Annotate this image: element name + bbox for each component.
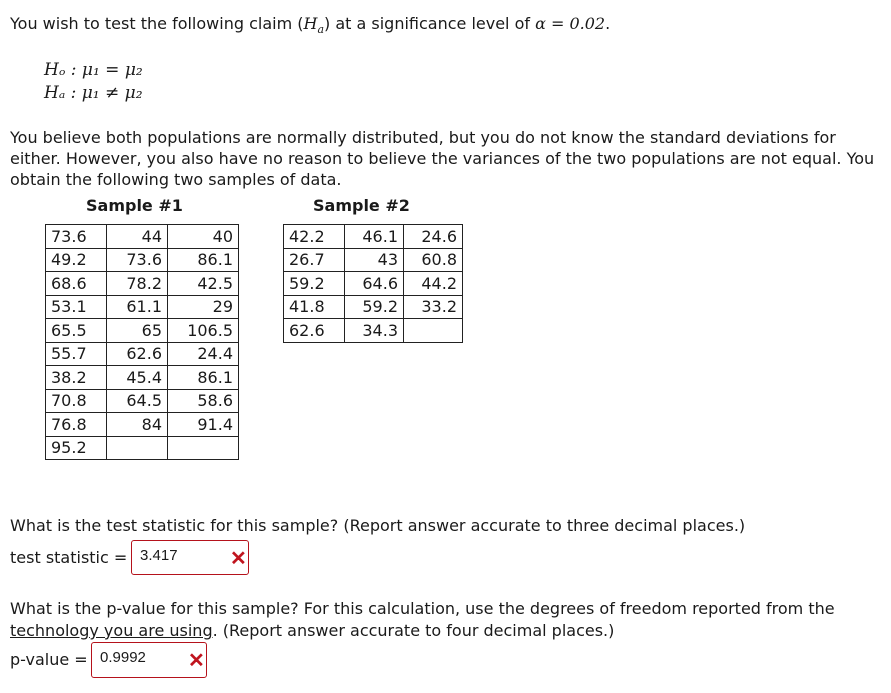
null-hypothesis: Hₒ : μ₁ = μ₂ [44,60,143,80]
sample1-cell [107,436,168,460]
sample1-row [46,342,239,366]
sample1-table [45,224,239,460]
sample1-title: Sample #1 [86,196,183,215]
sample2-row [284,295,463,319]
sample1-cell [168,436,239,460]
sample2-row [284,248,463,272]
sample1-cell: 38.2 [46,366,107,390]
sample1-cell: 58.6 [168,389,239,413]
sample1-cell: 44 [107,225,168,249]
sample1-cell: 24.4 [168,342,239,366]
sample2-row [284,272,463,296]
question-p-value: What is the p-value for this sample? For this calculation, use the degrees of freedom reported from the technology you are using. (Report answer accurate to four decimal places.) [10,599,835,640]
sample2-cell: 62.6 [284,319,345,343]
sample2-table [283,224,463,343]
sample1-cell: 78.2 [107,272,168,296]
sample2-cell: 59.2 [345,295,404,319]
sample2-cell: 24.6 [404,225,463,249]
ha-symbol: $H_a$ [303,14,324,37]
sample1-cell: 95.2 [46,436,107,460]
sample2-cell: 33.2 [404,295,463,319]
sample1-row [46,295,239,319]
sample1-cell: 55.7 [46,342,107,366]
claim-prefix: You wish to test the following claim ( [10,14,304,33]
sample1-row [46,248,239,272]
sample1-cell: 62.6 [107,342,168,366]
claim-middle: ) at a significance level of [324,14,536,33]
sample1-cell: 84 [107,413,168,437]
p-value-value: 0.9992 [100,649,146,666]
question-test-statistic: What is the test statistic for this sample? (Report answer accurate to three decimal places.) [10,516,746,535]
sample2-cell: 43 [345,248,404,272]
intro-paragraph: You believe both populations are normally distributed, but you do not know the standard deviations for either. However, you also have no reason to believe the variances of the two populations are not equal. You obtain the following two samples of data. [10,128,875,189]
sample2-cell: 41.8 [284,295,345,319]
alpha-symbol: α [535,14,546,33]
p-value-label: p-value = [10,650,88,669]
sample2-cell: 59.2 [284,272,345,296]
sample1-cell: 106.5 [168,319,239,343]
sample2-row [284,319,463,343]
sample1-cell: 73.6 [107,248,168,272]
test-statistic-input[interactable] [131,540,249,575]
sample1-cell: 53.1 [46,295,107,319]
sample1-cell: 68.6 [46,272,107,296]
claim-suffix: . [605,14,611,33]
sample1-cell: 61.1 [107,295,168,319]
sample2-cell: 60.8 [404,248,463,272]
alpha-value: 0.02 [569,14,606,33]
incorrect-x-icon: ✕ [230,548,247,570]
sample2-cell: 64.6 [345,272,404,296]
sample1-cell: 49.2 [46,248,107,272]
sample1-cell: 29 [168,295,239,319]
sample1-row [46,413,239,437]
sample1-row [46,272,239,296]
sample1-row [46,225,239,249]
alternative-hypothesis: Hₐ : μ₁ ≠ μ₂ [44,83,143,103]
sample2-cell: 26.7 [284,248,345,272]
test-statistic-label: test statistic = [10,548,128,567]
sample2-cell: 42.2 [284,225,345,249]
claim-statement [10,14,610,36]
sample1-cell: 91.4 [168,413,239,437]
sample2-title: Sample #2 [313,196,410,215]
incorrect-x-icon: ✕ [188,650,205,672]
sample1-cell: 65 [107,319,168,343]
sample1-cell: 64.5 [107,389,168,413]
sample1-cell: 45.4 [107,366,168,390]
sample2-cell: 44.2 [404,272,463,296]
test-statistic-value: 3.417 [140,547,178,564]
sample2-row [284,225,463,249]
technology-link[interactable]: technology you are using [10,621,213,640]
sample1-row [46,436,239,460]
p-value-input[interactable] [91,642,207,678]
equals-sign: = [545,14,570,33]
sample1-row [46,319,239,343]
sample1-row [46,389,239,413]
sample1-cell: 42.5 [168,272,239,296]
sample2-cell [404,319,463,343]
sample1-cell: 86.1 [168,248,239,272]
sample1-cell: 76.8 [46,413,107,437]
sample1-cell: 86.1 [168,366,239,390]
sample1-cell: 70.8 [46,389,107,413]
sample1-cell: 65.5 [46,319,107,343]
sample1-cell: 73.6 [46,225,107,249]
sample2-cell: 34.3 [345,319,404,343]
sample2-cell: 46.1 [345,225,404,249]
sample1-cell: 40 [168,225,239,249]
sample1-row [46,366,239,390]
